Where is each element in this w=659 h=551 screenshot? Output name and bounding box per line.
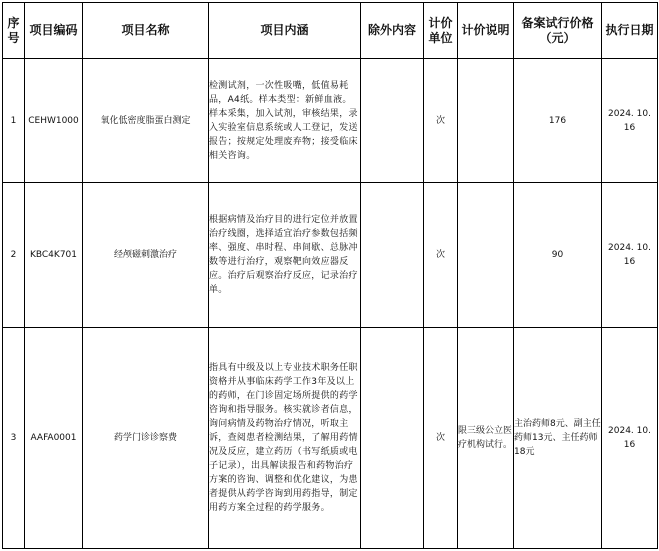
header-name: 项目名称 bbox=[83, 3, 209, 59]
cell-pricing-note bbox=[458, 183, 514, 328]
cell-name: 氧化低密度脂蛋白测定 bbox=[83, 59, 209, 183]
header-content: 项目内涵 bbox=[209, 3, 361, 59]
cell-content: 指具有中级及以上专业技术职务任职资格并从事临床药学工作3年及以上的药师，在门诊固定场所提供的药学咨询和指导服务。核实就诊者信息，询问病情及药物治疗情况，听取主诉，查阅患者检测结果，了解用药情况及反应，建立药历（书写纸质或电子记录），出具解读报告和药物治疗方案的咨询、调整和优化建议，为患者提供从药学咨询到用药指导，制定用药方案全过程的药学服务。 bbox=[209, 328, 361, 549]
cell-content: 根据病情及治疗目的进行定位并放置治疗线圈，选择适宜治疗参数包括频率、强度、串时程、串间歇、总脉冲数等进行治疗，观察靶向效应器反应。治疗后观察治疗反应，记录治疗单。 bbox=[209, 183, 361, 328]
cell-date: 2024. 10. 16 bbox=[602, 59, 658, 183]
cell-pricing-note: 限三级公立医疗机构试行。 bbox=[458, 328, 514, 549]
cell-code: CEHW1000 bbox=[25, 59, 83, 183]
header-price: 备案试行价格（元） bbox=[514, 3, 602, 59]
header-row bbox=[3, 3, 658, 59]
cell-price: 90 bbox=[514, 183, 602, 328]
cell-price: 176 bbox=[514, 59, 602, 183]
header-unit: 计价单位 bbox=[424, 3, 458, 59]
cell-content: 检测试剂，一次性吸嘴，低值易耗品，A4纸。样本类型：新鲜血液。样本采集，加入试剂，审核结果，录入实验室信息系统或人工登记，发送报告；按规定处理废弃物；接受临床相关咨询。 bbox=[209, 59, 361, 183]
header-date: 执行日期 bbox=[602, 3, 658, 59]
header-code: 项目编码 bbox=[25, 3, 83, 59]
cell-excluded bbox=[361, 328, 424, 549]
cell-price: 主治药师8元、副主任药师13元、主任药师18元 bbox=[514, 328, 602, 549]
cell-excluded bbox=[361, 59, 424, 183]
cell-unit: 次 bbox=[424, 183, 458, 328]
cell-seq: 3 bbox=[3, 328, 25, 549]
cell-code: AAFA0001 bbox=[25, 328, 83, 549]
cell-pricing-note bbox=[458, 59, 514, 183]
header-seq: 序号 bbox=[3, 3, 25, 59]
cell-date: 2024. 10. 16 bbox=[602, 328, 658, 549]
cell-unit: 次 bbox=[424, 59, 458, 183]
cell-seq: 2 bbox=[3, 183, 25, 328]
header-excluded: 除外内容 bbox=[361, 3, 424, 59]
table-row bbox=[3, 59, 658, 183]
cell-name: 经颅磁刺激治疗 bbox=[83, 183, 209, 328]
cell-code: KBC4K701 bbox=[25, 183, 83, 328]
table-row bbox=[3, 183, 658, 328]
cell-name: 药学门诊诊察费 bbox=[83, 328, 209, 549]
cell-seq: 1 bbox=[3, 59, 25, 183]
cell-unit: 次 bbox=[424, 328, 458, 549]
cell-excluded bbox=[361, 183, 424, 328]
header-pricing-note: 计价说明 bbox=[458, 3, 514, 59]
cell-date: 2024. 10. 16 bbox=[602, 183, 658, 328]
table-row bbox=[3, 328, 658, 549]
pricing-table bbox=[2, 2, 658, 549]
